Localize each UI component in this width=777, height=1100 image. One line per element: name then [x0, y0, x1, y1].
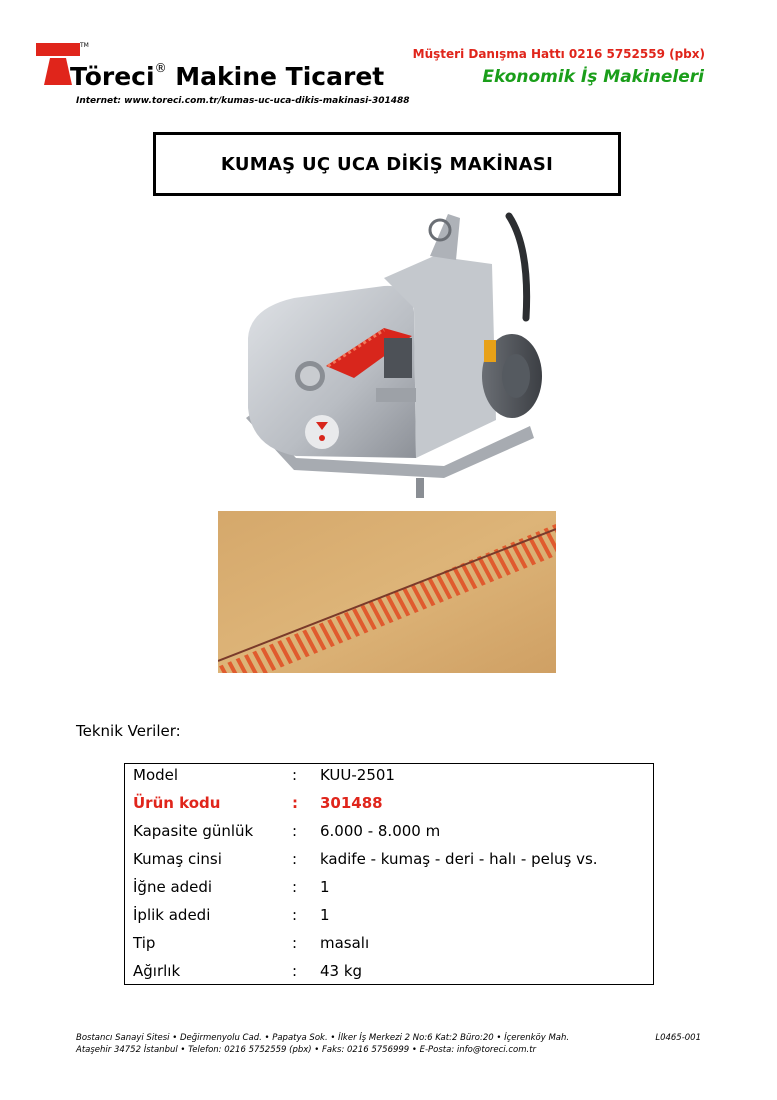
spec-row-capacity: Kapasite günlük : 6.000 - 8.000 m	[133, 822, 441, 840]
spec-row-weight: Ağırlık : 43 kg	[133, 962, 363, 980]
spec-row-thread-count: İplik adedi : 1	[133, 906, 330, 924]
company-slogan: Ekonomik İş Makineleri	[482, 67, 704, 87]
spec-row-needle-count: İğne adedi : 1	[133, 878, 330, 896]
spec-row-fabric-type: Kumaş cinsi : kadife - kumaş - deri - halı - peluş vs.	[133, 850, 598, 868]
title-box	[153, 132, 621, 196]
page-title: KUMAŞ UÇ UCA DİKİŞ MAKİNASI	[220, 153, 554, 175]
spec-row-model: Model : KUU-2501	[133, 766, 395, 784]
document-code: L0465-001	[655, 1033, 701, 1043]
brand-name: Töreci® Makine Ticaret	[70, 60, 385, 91]
spec-row-type: Tip : masalı	[133, 934, 370, 952]
sewing-machine-image	[234, 208, 554, 504]
footer-address-line2: Ataşehir 34752 İstanbul • Telefon: 0216 5752559 (pbx) • Faks: 0216 5756999 • E-Posta: info@toreci.com.tr	[76, 1045, 537, 1055]
trademark-symbol: TM	[80, 42, 89, 49]
footer-address-line1: Bostancı Sanayi Sitesi • Değirmenyolu Cad. • Papatya Sok. • İlker İş Merkezi 2 No:6 Kat:2 Büro:20 • İçerenköy Mah.	[76, 1033, 570, 1043]
spec-row-product-code: Ürün kodu : 301488	[133, 794, 383, 812]
specs-table	[124, 763, 654, 985]
website-url[interactable]: Internet: www.toreci.com.tr/kumas-uc-uca-dikis-makinasi-301488	[76, 96, 410, 106]
specs-heading: Teknik Veriler:	[76, 722, 181, 740]
stitched-fabric-image	[218, 511, 556, 673]
customer-hotline: Müşteri Danışma Hattı 0216 5752559 (pbx)	[412, 47, 705, 61]
